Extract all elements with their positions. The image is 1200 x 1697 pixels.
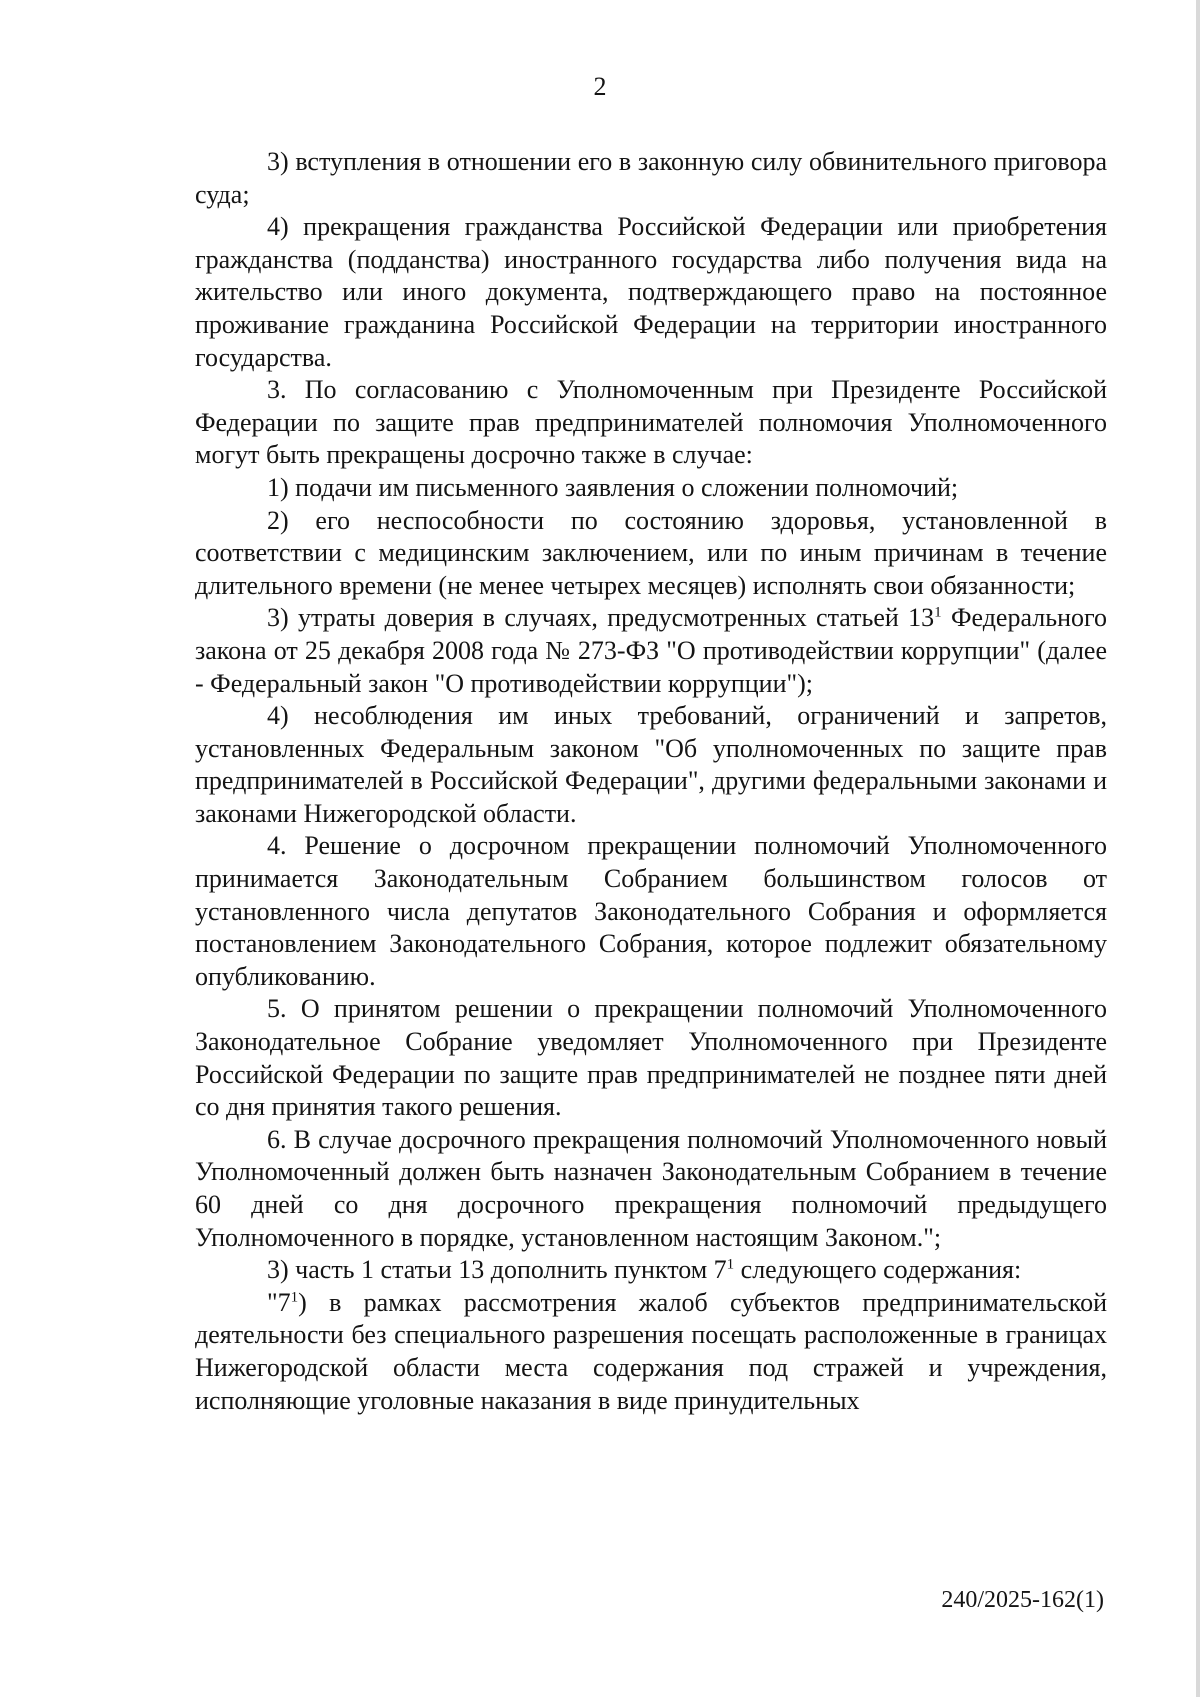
paragraph-item-4-citizenship: 4) прекращения гражданства Российской Федерации или приобретения гражданства (подданства) иностранного государства либо получения вида на жительство или иного документа, подтверждающего право на постоянное проживание гражданина Российской Федерации на территории иностранного государства. xyxy=(195,212,1107,372)
document-code: 240/2025-162(1) xyxy=(941,1587,1104,1613)
paragraph-part-4-decision: 4. Решение о досрочном прекращении полномочий Уполномоченного принимается Законодательным Собранием большинством голосов от установленного числа депутатов Законодательного Собрания и оформляется постановлением Законодательного Собрания, которое подлежит обязательному опубликованию. xyxy=(195,831,1107,991)
paragraph-text-before: 3) утраты доверия в случаях, предусмотренных статьей 13 xyxy=(267,603,935,633)
paragraph-text-before: "7 xyxy=(267,1287,291,1317)
document-body xyxy=(195,146,1107,1417)
paragraph-text-after: ) в рамках рассмотрения жалоб субъектов предпринимательской деятельности без специального разрешения посещать расположенные в границах Нижегородской области места содержания под стражей и учреждения, исполняющие уголовные наказания в виде принудительных xyxy=(195,1287,1107,1415)
paragraph-item-1-resignation: 1) подачи им письменного заявления о сложении полномочий; xyxy=(267,472,959,502)
superscript: 1 xyxy=(934,604,942,621)
paragraph-amendment-3 xyxy=(195,1254,1107,1287)
paragraph-part-3-early-termination: 3. По согласованию с Уполномоченным при Президенте Российской Федерации по защите прав предпринимателей полномочия Уполномоченного могут быть прекращены досрочно также в случае: xyxy=(195,375,1107,470)
page-number: 2 xyxy=(593,72,607,101)
paragraph-item-7-1 xyxy=(195,1287,1107,1417)
paragraph-part-6-new-appointment: 6. В случае досрочного прекращения полномочий Уполномоченного новый Уполномоченный должен быть назначен Законодательным Собранием в течение 60 дней со дня досрочного прекращения полномочий предыдущего Уполномоченного в порядке, установленном настоящим Законом."; xyxy=(195,1124,1107,1252)
paragraph-text-before: 3) часть 1 статьи 13 дополнить пунктом 7 xyxy=(267,1255,727,1285)
page-edge xyxy=(1196,0,1200,1697)
paragraph-item-3-conviction: 3) вступления в отношении его в законную силу обвинительного приговора суда; xyxy=(195,147,1107,209)
paragraph-item-2-incapacity: 2) его неспособности по состоянию здоровья, установленной в соответствии с медицинским заключением, или по иным причинам в течение длительного времени (не менее четырех месяцев) исполнять свои обязанности; xyxy=(195,505,1107,600)
paragraph-part-5-notification: 5. О принятом решении о прекращении полномочий Уполномоченного Законодательное Собрание уведомляет Уполномоченного при Президенте Российской Федерации по защите прав предпринимателей не позднее пяти дней со дня принятия такого решения. xyxy=(195,994,1107,1122)
superscript: 1 xyxy=(726,1256,735,1273)
paragraph-item-4-non-compliance: 4) несоблюдения им иных требований, ограничений и запретов, установленных Федеральным законом "Об уполномоченных по защите прав предпринимателей в Российской Федерации", другими федеральными законами и законами Нижегородской области. xyxy=(195,701,1107,828)
superscript: 1 xyxy=(290,1289,299,1306)
paragraph-item-3-loss-of-trust xyxy=(195,602,1107,700)
paragraph-text-after: Федерального закона от 25 декабря 2008 года № 273-ФЗ "О противодействии коррупции" (далее - Федеральный закон "О противодействии коррупции"); xyxy=(195,603,1107,698)
paragraph-text-after: следующего содержания: xyxy=(734,1255,1022,1285)
